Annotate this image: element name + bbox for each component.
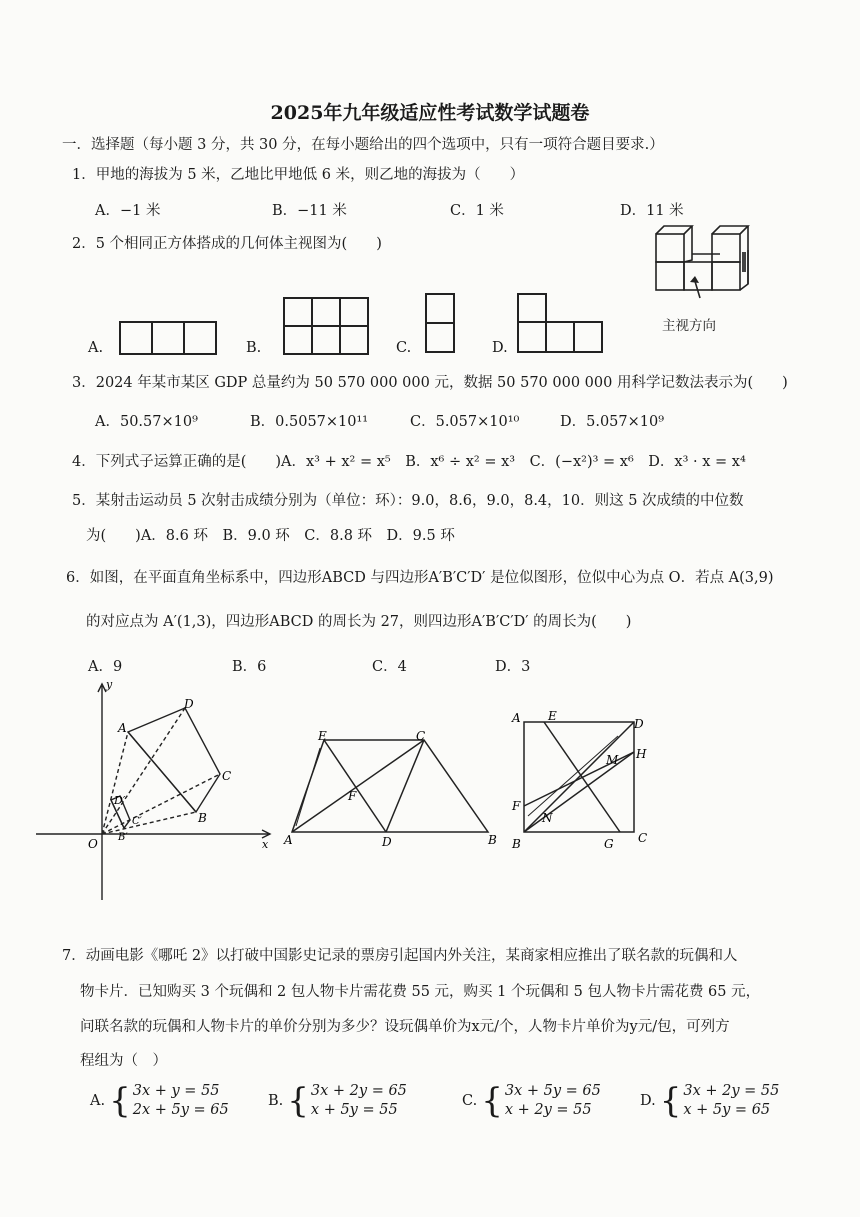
q2-option-c-figure xyxy=(424,292,456,356)
fig1-point-b: B xyxy=(198,811,207,825)
fig2-point-a: A xyxy=(284,833,293,847)
fig3-point-m: M xyxy=(606,753,619,767)
fig3-point-f: F xyxy=(512,799,521,813)
brace-icon: { xyxy=(287,1081,309,1121)
fig3-point-h: H xyxy=(636,747,647,761)
q3-option-a: A．50.57×10⁹ xyxy=(95,414,198,430)
q1-option-a: A．−1 米 xyxy=(95,203,161,219)
q1-option-c: C．1 米 xyxy=(450,203,504,219)
fig2-point-d: D xyxy=(382,835,392,849)
brace-icon: { xyxy=(481,1081,503,1121)
question-6-line-2: 的对应点为 A′(1,3)，四边形ABCD 的周长为 27，则四边形A′B′C′D′ 的周长为( ) xyxy=(86,614,632,630)
fig2-point-c: C xyxy=(416,729,426,743)
fig1-point-d: D xyxy=(184,697,194,711)
fig3-point-b: B xyxy=(512,837,521,851)
fig2-point-b: B xyxy=(488,833,497,847)
q7-option-c-letter: C. xyxy=(462,1093,478,1109)
q2-option-a-figure xyxy=(118,318,218,356)
fig3-point-g: G xyxy=(604,837,614,851)
q6-option-d: D．3 xyxy=(495,659,531,675)
fig2-point-f: F xyxy=(348,789,357,803)
q7-option-a xyxy=(90,1082,229,1120)
fig3-point-a: A xyxy=(512,711,521,725)
q2-option-d-figure xyxy=(516,292,604,356)
q7-option-c xyxy=(462,1082,601,1120)
q7-option-b-eq1: 3x + 2y = 65 xyxy=(310,1083,407,1099)
fig1-origin-label: O xyxy=(88,837,98,851)
question-1-stem: 1．甲地的海拔为 5 米，乙地比甲地低 6 米，则乙地的海拔为（ ） xyxy=(72,167,525,183)
q3-option-c: C．5.057×10¹⁰ xyxy=(410,414,520,430)
question-4-stem: 4．下列式子运算正确的是( )A．x³ + x² = x⁵ B．x⁶ ÷ x² = x³ C．(−x²)³ = x⁶ D．x³ · x = x⁴ xyxy=(72,454,746,470)
fig1-x-axis-label: x xyxy=(262,838,269,851)
question-5-line-2: 为( )A．8.6 环 B．9.0 环 C．8.8 环 D．9.5 环 xyxy=(86,528,455,544)
q1-option-d: D．11 米 xyxy=(620,203,684,219)
fig2-point-e: E xyxy=(318,729,327,743)
section-heading: 一．选择题（每小题 3 分，共 30 分，在每小题给出的四个选项中，只有一项符合题目要求.） xyxy=(62,137,664,153)
q2-option-b-figure xyxy=(282,296,370,358)
q2-option-d-letter: D. xyxy=(492,340,508,356)
q7-option-c-eq2: x + 2y = 55 xyxy=(504,1102,592,1118)
question-7-line-4: 程组为（ ） xyxy=(80,1053,167,1069)
q2-option-c-letter: C. xyxy=(396,340,412,356)
q7-option-b-eq2: x + 5y = 55 xyxy=(310,1102,398,1118)
fig1-y-axis-label: y xyxy=(106,680,113,691)
brace-icon: { xyxy=(659,1081,682,1121)
fig1-point-a: A xyxy=(118,721,127,735)
q2-option-a-letter: A. xyxy=(88,340,104,356)
fig3-point-n: N xyxy=(542,811,553,825)
figure-trapezoid xyxy=(282,726,502,850)
q3-option-b: B．0.5057×10¹¹ xyxy=(250,414,369,430)
q7-option-a-letter: A. xyxy=(90,1093,106,1109)
q7-option-c-eq1: 3x + 5y = 65 xyxy=(504,1083,601,1099)
brace-icon: { xyxy=(109,1081,131,1121)
q7-option-d-eq1: 3x + 2y = 55 xyxy=(683,1083,780,1099)
page-title: 2025年九年级适应性考试数学试题卷 xyxy=(270,102,590,124)
q2-option-b-letter: B. xyxy=(246,340,262,356)
view-direction-label: 主视方向 xyxy=(662,318,716,334)
q7-option-d xyxy=(640,1082,779,1120)
fig3-point-d: D xyxy=(634,717,644,731)
question-7-line-2: 物卡片．已知购买 3 个玩偶和 2 包人物卡片需花费 55 元，购买 1 个玩偶和 5 包人物卡片需花费 65 元， xyxy=(80,984,761,1000)
q1-option-b: B．−11 米 xyxy=(272,203,347,219)
question-3-stem: 3．2024 年某市某区 GDP 总量约为 50 570 000 000 元，数据 50 570 000 000 用科学记数法表示为( ) xyxy=(72,375,788,391)
fig3-point-e: E xyxy=(548,709,557,723)
question-6-line-1: 6．如图，在平面直角坐标系中，四边形ABCD 与四边形A′B′C′D′ 是位似图形，位似中心为点 O．若点 A(3,9) xyxy=(66,570,774,586)
q6-option-b: B．6 xyxy=(232,659,267,675)
q2-solid-figure xyxy=(650,222,754,300)
question-7-line-1: 7．动画电影《哪吒 2》以打破中国影史记录的票房引起国内外关注，某商家相应推出了联名款的玩偶和人 xyxy=(62,948,738,964)
fig3-point-c: C xyxy=(638,831,648,845)
figure-coordinate-plane xyxy=(30,680,280,905)
q6-option-c: C．4 xyxy=(372,659,407,675)
q7-option-b-letter: B. xyxy=(268,1093,284,1109)
q7-option-a-eq2: 2x + 5y = 65 xyxy=(132,1102,229,1118)
q3-option-d: D．5.057×10⁹ xyxy=(560,414,665,430)
fig1-point-b-prime: B′ xyxy=(118,832,128,843)
q7-option-d-letter: D. xyxy=(640,1093,656,1109)
figure-square xyxy=(508,706,658,852)
q7-option-d-eq2: x + 5y = 65 xyxy=(683,1102,771,1118)
fig1-point-c: C xyxy=(222,769,232,783)
q6-option-a: A．9 xyxy=(88,659,123,675)
question-2-stem: 2．5 个相同正方体搭成的几何体主视图为( ) xyxy=(72,236,382,252)
q7-option-a-eq1: 3x + y = 55 xyxy=(132,1083,220,1099)
question-7-line-3: 问联名款的玩偶和人物卡片的单价分别为多少？设玩偶单价为x元/个，人物卡片单价为y元/包，可列方 xyxy=(80,1019,730,1035)
fig1-point-d-prime: D′ xyxy=(114,794,126,807)
q7-option-b xyxy=(268,1082,407,1120)
question-5-line-1: 5．某射击运动员 5 次射击成绩分别为（单位：环）：9.0，8.6，9.0，8.4，10．则这 5 次成绩的中位数 xyxy=(72,493,744,509)
fig1-point-c-prime: C′ xyxy=(132,816,142,827)
